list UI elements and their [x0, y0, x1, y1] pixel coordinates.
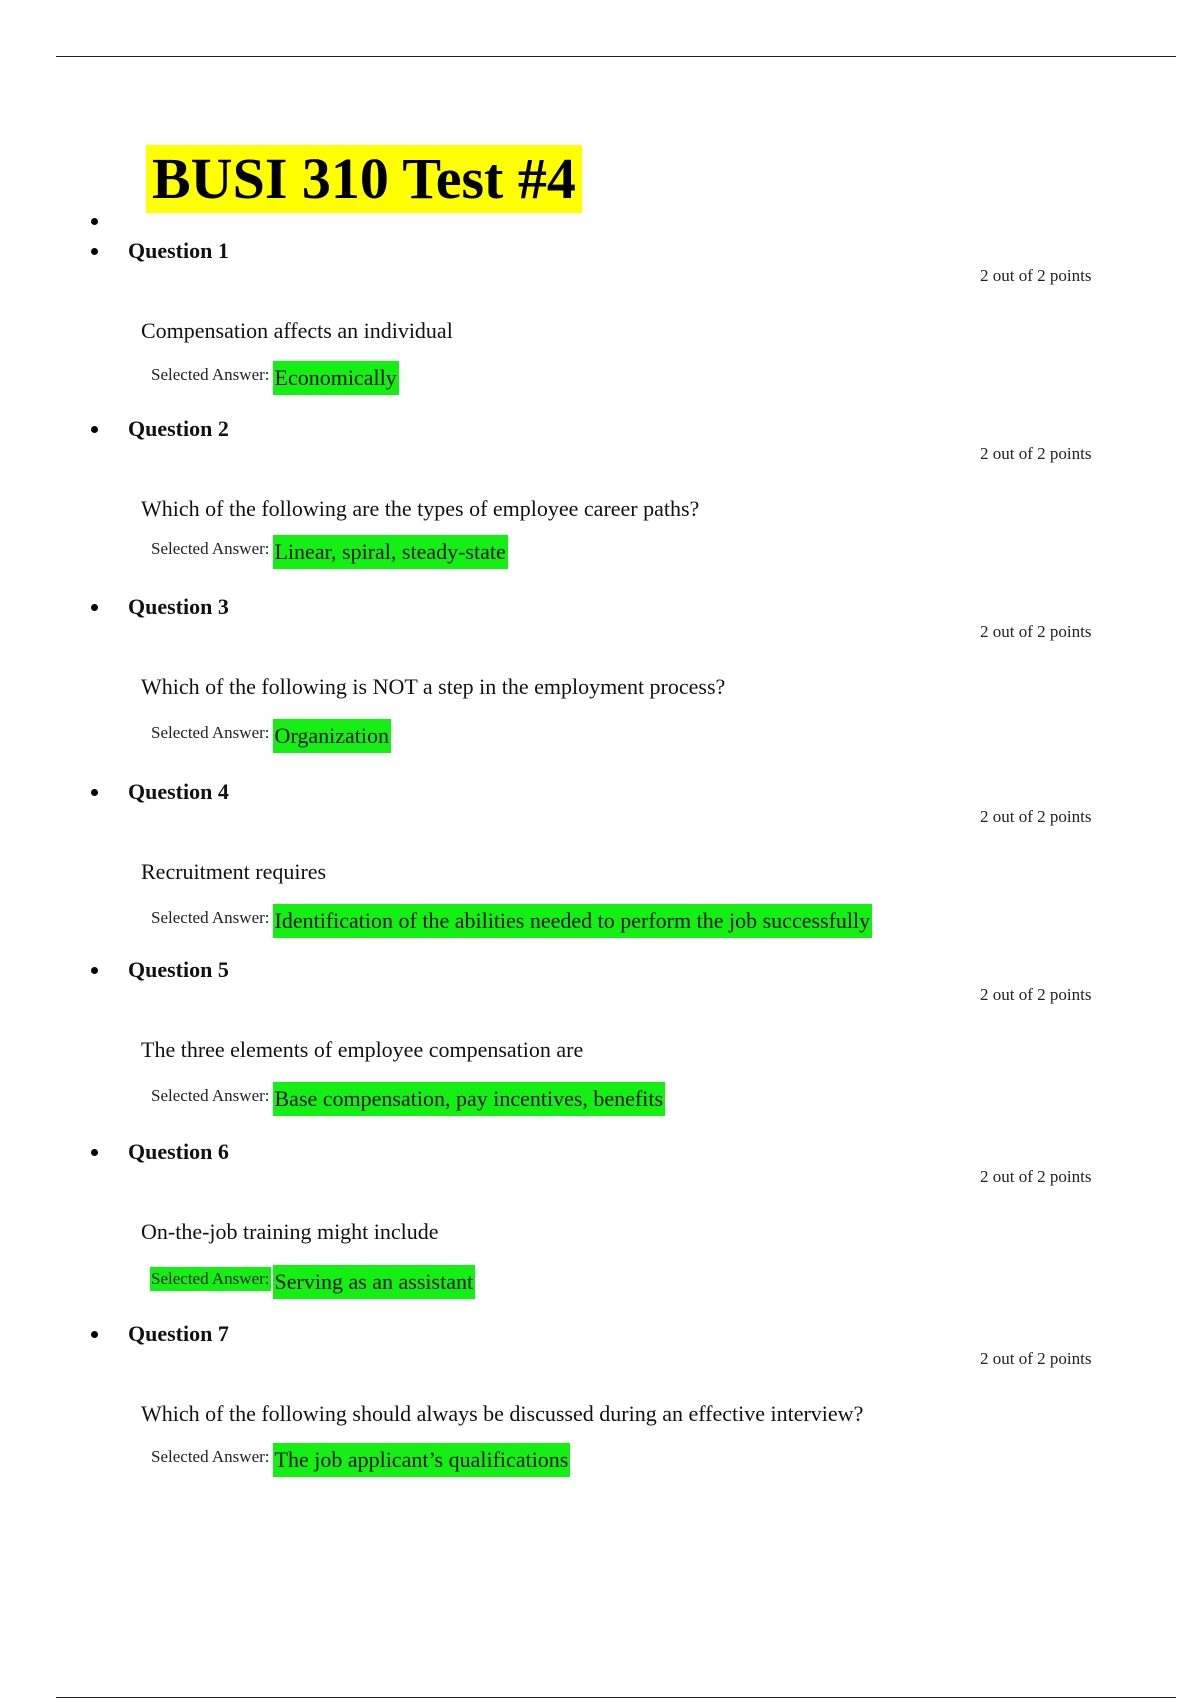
selected-answer: Identification of the abilities needed to perform the job successfully [273, 904, 873, 938]
bullet-icon [91, 604, 98, 611]
selected-answer: Linear, spiral, steady-state [273, 535, 508, 569]
top-rule [56, 56, 1176, 57]
question-text: Which of the following should always be discussed during an effective interview? [141, 1401, 864, 1426]
question-points: 2 out of 2 points [980, 1167, 1092, 1186]
question-title: Question 7 [128, 1321, 229, 1346]
bullet-icon [91, 1331, 98, 1338]
question-title: Question 5 [128, 957, 229, 982]
bottom-rule [56, 1697, 1176, 1698]
answer-row [150, 719, 391, 753]
answer-row [150, 904, 872, 938]
page-title: BUSI 310 Test #4 [146, 145, 582, 213]
answer-row [150, 1082, 665, 1116]
question-title: Question 1 [128, 238, 229, 263]
question-text: Which of the following are the types of employee career paths? [141, 496, 700, 521]
question-text: Which of the following is NOT a step in the employment process? [141, 674, 726, 699]
question-points: 2 out of 2 points [980, 1349, 1092, 1368]
selected-answer-label: Selected Answer: [151, 365, 270, 384]
selected-answer-label: Selected Answer: [151, 1447, 270, 1466]
answer-row [150, 535, 508, 569]
question-text: The three elements of employee compensation are [141, 1037, 584, 1062]
answer-row [150, 1265, 475, 1299]
question-item [0, 771, 1200, 951]
selected-answer: Organization [273, 719, 391, 753]
question-points: 2 out of 2 points [980, 444, 1092, 463]
selected-answer: Base compensation, pay incentives, benefits [273, 1082, 666, 1116]
question-title: Question 3 [128, 594, 229, 619]
question-item [0, 586, 1200, 766]
question-points: 2 out of 2 points [980, 266, 1092, 285]
question-item [0, 1313, 1200, 1493]
question-item [0, 230, 1200, 410]
question-title: Question 4 [128, 779, 229, 804]
answer-row [150, 361, 399, 395]
question-item [0, 1131, 1200, 1311]
selected-answer-label: Selected Answer: [151, 1086, 270, 1105]
question-points: 2 out of 2 points [980, 985, 1092, 1004]
selected-answer-label: Selected Answer: [151, 539, 270, 558]
bullet-icon [91, 1149, 98, 1156]
bullet-icon [91, 248, 98, 255]
bullet-icon [91, 218, 98, 225]
selected-answer: Serving as an assistant [273, 1265, 476, 1299]
question-text: Recruitment requires [141, 859, 327, 884]
question-title: Question 2 [128, 416, 229, 441]
selected-answer: The job applicant’s qualifications [273, 1443, 571, 1477]
question-title: Question 6 [128, 1139, 229, 1164]
question-item [0, 949, 1200, 1129]
question-points: 2 out of 2 points [980, 807, 1092, 826]
bullet-icon [91, 789, 98, 796]
selected-answer: Economically [273, 361, 399, 395]
question-points: 2 out of 2 points [980, 622, 1092, 641]
selected-answer-label: Selected Answer: [151, 908, 270, 927]
selected-answer-label: Selected Answer: [150, 1267, 271, 1291]
bullet-icon [91, 426, 98, 433]
question-item [0, 408, 1200, 588]
bullet-icon [91, 967, 98, 974]
question-text: On-the-job training might include [141, 1219, 439, 1244]
answer-row [150, 1443, 570, 1477]
question-text: Compensation affects an individual [141, 318, 453, 343]
selected-answer-label: Selected Answer: [151, 723, 270, 742]
